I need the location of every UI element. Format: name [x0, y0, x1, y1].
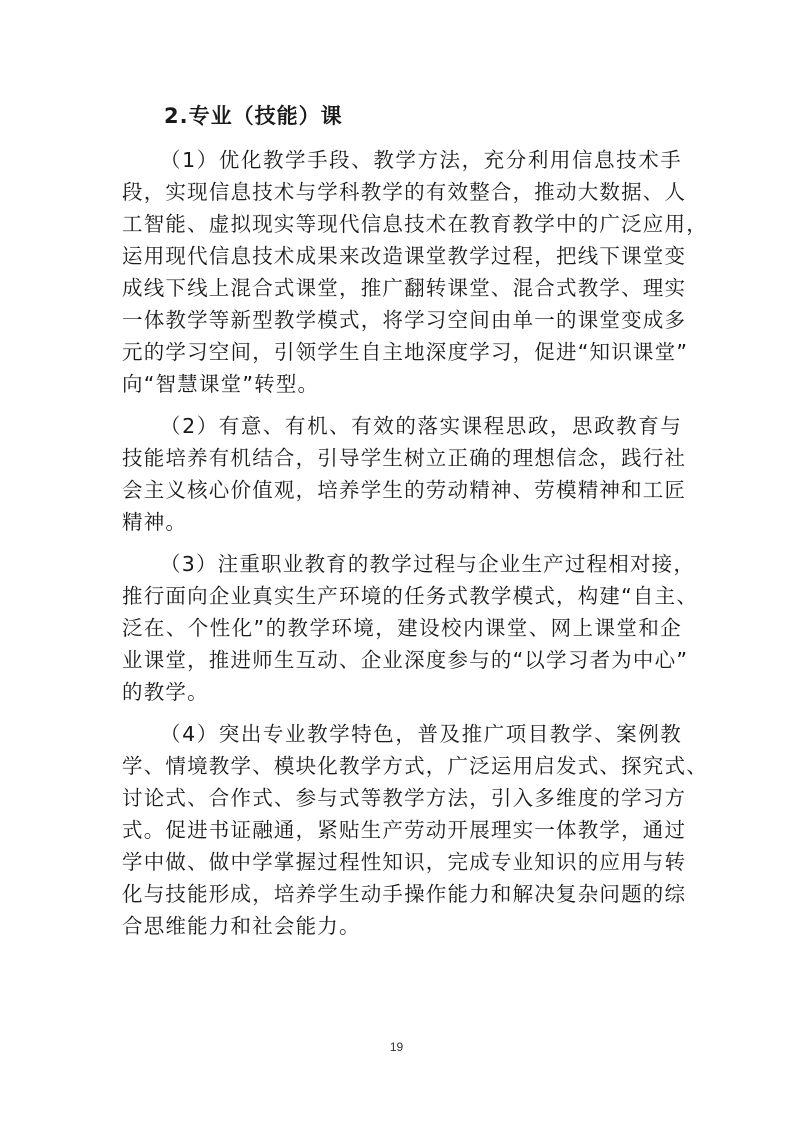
paragraph-2-line-2: 技能培养有机结合，引导学生树立正确的理想信念，践行社 — [122, 446, 687, 470]
paragraph-3-line-5: 的教学。 — [122, 680, 209, 704]
paragraph-2-line-3: 会主义核心价值观，培养学生的劳动精神、劳模精神和工匠 — [122, 478, 687, 502]
paragraph-3-line-4: 业课堂，推进师生互动、企业深度参与的“以学习者为中心” — [122, 648, 689, 672]
paragraph-1-line-5: 成线下线上混合式课堂，推广翻转课堂、混合式教学、理实 — [122, 276, 687, 300]
paragraph-4-line-6: 化与技能形成，培养学生动手操作能力和解决复杂问题的综 — [122, 882, 687, 906]
section-heading: 2.专业（技能）课 — [164, 104, 343, 128]
paragraph-3-line-3: 泛在、个性化”的教学环境，建设校内课堂、网上课堂和企 — [122, 616, 682, 640]
paragraph-4-line-2: 学、情境教学、模块化教学方式，广泛运用启发式、探究式、 — [122, 754, 708, 778]
paragraph-2-line-1: （2）有意、有机、有效的落实课程思政，思政教育与 — [160, 414, 682, 438]
paragraph-4-line-1: （4）突出专业教学特色，普及推广项目教学、案例教 — [160, 722, 682, 746]
paragraph-4-line-7: 合思维能力和社会能力。 — [122, 914, 361, 938]
paragraph-1-line-6: 一体教学等新型教学模式，将学习空间由单一的课堂变成多 — [122, 308, 687, 332]
paragraph-1-line-8: 向“智慧课堂”转型。 — [122, 372, 320, 396]
paragraph-4-line-4: 式。促进书证融通，紧贴生产劳动开展理实一体教学，通过 — [122, 818, 687, 842]
paragraph-1-line-3: 工智能、虚拟现实等现代信息技术在教育教学中的广泛应用， — [122, 212, 708, 236]
paragraph-3-line-2: 推行面向企业真实生产环境的任务式教学模式，构建“自主、 — [122, 584, 699, 608]
paragraph-1-line-4: 运用现代信息技术成果来改造课堂教学过程，把线下课堂变 — [122, 244, 687, 268]
paragraph-3-line-1: （3）注重职业教育的教学过程与企业生产过程相对接， — [160, 552, 696, 576]
paragraph-4-line-3: 讨论式、合作式、参与式等教学方法，引入多维度的学习方 — [122, 786, 687, 810]
paragraph-1-line-7: 元的学习空间，引领学生自主地深度学习，促进“知识课堂” — [122, 340, 689, 364]
page-number: 19 — [389, 1040, 404, 1054]
paragraph-1-line-1: （1）优化教学手段、教学方法，充分利用信息技术手 — [160, 148, 682, 172]
paragraph-2-line-4: 精神。 — [122, 510, 188, 534]
paragraph-1-line-2: 段，实现信息技术与学科教学的有效整合，推动大数据、人 — [122, 180, 687, 204]
paragraph-4-line-5: 学中做、做中学掌握过程性知识，完成专业知识的应用与转 — [122, 850, 687, 874]
